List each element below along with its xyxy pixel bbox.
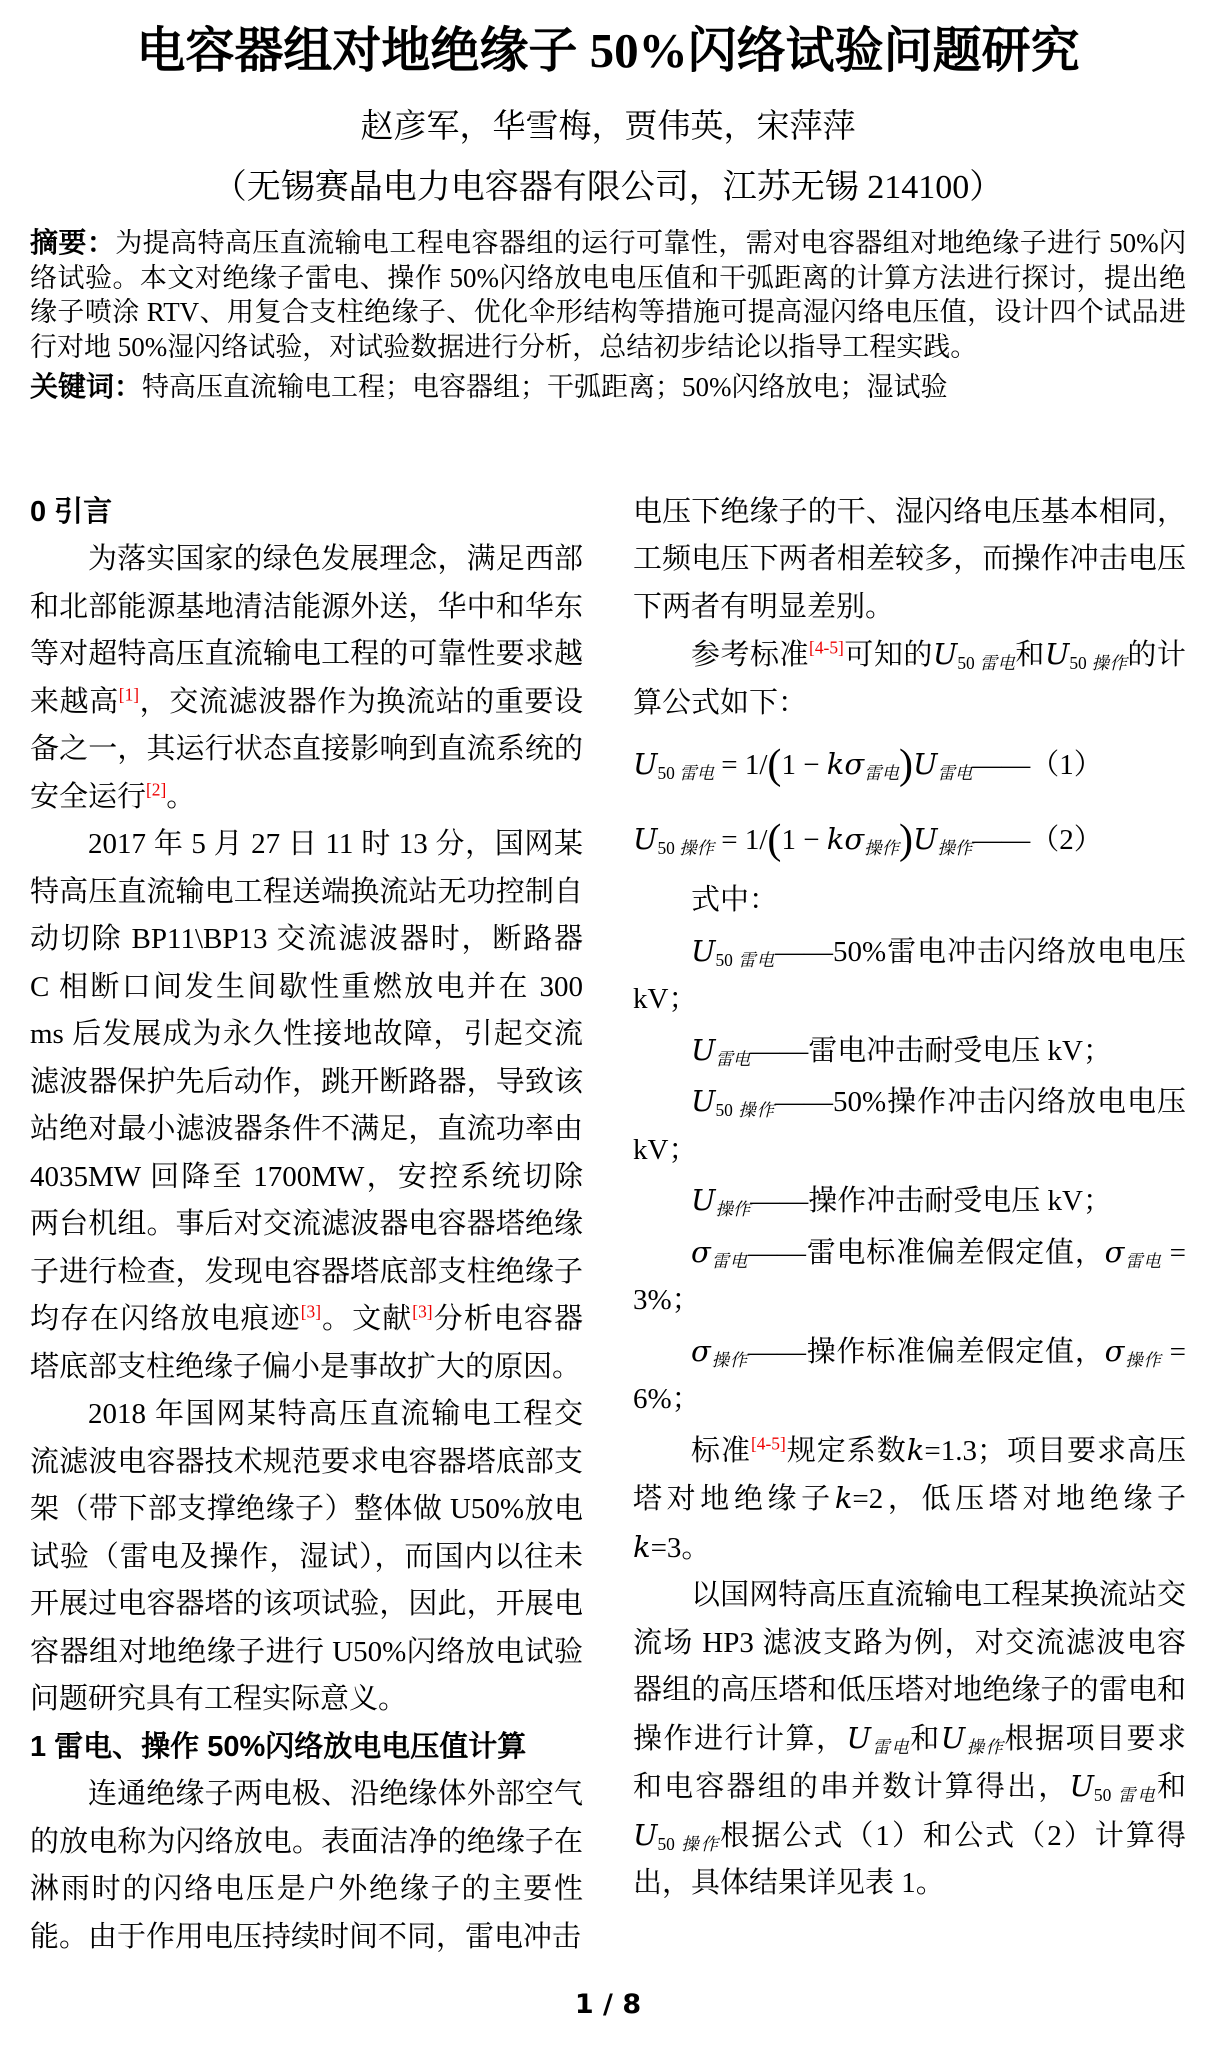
example-paragraph [633, 1572, 1186, 1908]
where-label: 式中： [691, 884, 779, 916]
math-sub-operate: 操作 [937, 837, 973, 858]
intro-paragraph-1 [30, 536, 583, 821]
math-sub-operate: 操作 [710, 1349, 748, 1370]
body-text: 根据项目要求和电容器组的串并数计算得出， [633, 1722, 1186, 1803]
citation-ref-3b: [3] [412, 1301, 433, 1322]
formula-number-2: （2） [1030, 824, 1103, 856]
math-sub-lightning: 雷电 [1117, 1784, 1157, 1805]
math-sub-50: 50 [657, 762, 680, 783]
formula-dashes: —— [972, 824, 1031, 856]
math-eq: = 1/ [714, 749, 768, 781]
page-title: 电容器组对地绝缘子 50%闪络试验问题研究 [136, 23, 1080, 78]
math-subscript [864, 838, 899, 858]
math-sub-operate: 操作 [738, 1099, 775, 1120]
math-var-U: U [940, 1720, 966, 1755]
math-sub-50: 50 [715, 949, 739, 970]
body-text: =1.3；项目要求高压塔对地绝缘子 [633, 1434, 1186, 1515]
math-var-k: k [826, 822, 845, 856]
body-text: 和 [1156, 1771, 1186, 1803]
math-sub-lightning: 雷电 [937, 762, 973, 783]
math-var-U: U [691, 933, 716, 968]
formula-2 [633, 802, 1186, 877]
body-text: 标准 [691, 1434, 752, 1467]
math-subscript [715, 1100, 775, 1120]
definition-value: = 6%； [633, 1335, 1186, 1415]
math-sub-lightning: 雷电 [864, 762, 899, 783]
math-subscript [957, 653, 1015, 673]
math-sub-lightning: 雷电 [738, 949, 775, 970]
math-var-sigma: σ [691, 1234, 711, 1269]
formula-number-1: （1） [1030, 749, 1103, 781]
math-var-U: U [691, 1183, 716, 1217]
authors-line: 赵彦军，华雪梅，贾伟英，宋萍萍 [360, 109, 856, 145]
body-text: =2，低压塔对地绝缘子 [852, 1483, 1186, 1515]
math-subscript [1094, 1785, 1157, 1805]
math-u50-operate [1045, 639, 1128, 671]
math-subscript [715, 1048, 750, 1068]
math-sub-50: 50 [657, 837, 680, 858]
math-sub-operate: 操作 [965, 1736, 1005, 1757]
math-var-U: U [691, 1032, 716, 1067]
abstract-paragraph [30, 226, 1186, 364]
math-text: 1 − [781, 824, 827, 856]
math-subscript [937, 838, 972, 858]
definition-text: ——操作标准偏差假定值， [747, 1335, 1105, 1368]
citation-ref-45b: [4-5] [751, 1432, 786, 1453]
keywords-paragraph [30, 370, 1186, 405]
math-var-U: U [1069, 1769, 1094, 1803]
math-subscript [715, 949, 775, 969]
body-text: 。 [166, 780, 196, 813]
section-heading-0: 0 引言 [30, 495, 113, 528]
affiliation-line: （无锡赛晶电力电容器有限公司，江苏无锡 214100） [212, 169, 1004, 206]
citation-ref-2: [2] [146, 778, 167, 799]
math-var-sigma: σ [844, 747, 865, 781]
math-var-U: U [633, 1817, 658, 1852]
body-text: 的计算公式如下： [633, 639, 1186, 719]
math-var-U: U [633, 747, 658, 781]
math-sub-operate: 操作 [1124, 1349, 1162, 1370]
definition-text: ——雷电标准偏差假定值， [747, 1236, 1105, 1269]
standard-paragraph [633, 1427, 1186, 1573]
abstract-text: 为提高特高压直流输电工程电容器组的运行可靠性，需对电容器组对地绝缘子进行 50%闪络试验。本文对绝缘子雷电、操作 50%闪络放电电压值和干弧距离的计算方法进行探讨，提出绝缘子喷涂 RTV、用复合支柱绝缘子、优化伞形结构等措施可提高湿闪络电压值，设计四个试品进行对地 50%湿闪络试验，对试验数据进行分析，总结初步结论以指导工程实践。 [30, 228, 1186, 362]
math-subscript [965, 1736, 1004, 1756]
math-var-k: k [906, 1432, 925, 1467]
math-var-sigma: σ [844, 822, 865, 856]
math-var-U: U [846, 1720, 871, 1755]
definition-text: ——操作冲击耐受电压 kV； [750, 1185, 1112, 1217]
math-sub-lightning: 雷电 [679, 762, 714, 783]
math-sub-operate: 操作 [679, 837, 714, 858]
math-subscript [937, 763, 972, 783]
math-sub-operate: 操作 [715, 1198, 751, 1219]
math-subscript [711, 1349, 748, 1369]
abstract-label: 摘要： [30, 227, 116, 258]
left-column [30, 489, 583, 1962]
math-sub-50: 50 [1093, 1784, 1118, 1805]
section-heading-1: 1 雷电、操作 50%闪络放电电压值计算 [30, 1730, 527, 1763]
definition-u50-operate [633, 1078, 1186, 1174]
math-var-sigma: σ [691, 1333, 711, 1368]
math-sub-lightning: 雷电 [870, 1736, 911, 1757]
math-sub-50: 50 [657, 1833, 682, 1854]
big-paren-left: ( [767, 817, 782, 864]
math-sub-50: 50 [957, 652, 980, 673]
definition-value: = 3%； [633, 1236, 1186, 1316]
math-sub-lightning: 雷电 [710, 1250, 748, 1271]
math-u50-lightning [933, 639, 1016, 671]
math-var-U: U [912, 822, 938, 856]
math-var-U: U [912, 747, 938, 781]
math-var-sigma: σ [1104, 1234, 1125, 1269]
right-column [633, 489, 1186, 1962]
math-eq: = 1/ [714, 824, 768, 856]
math-var-U: U [1044, 637, 1070, 671]
math-text: 1 − [781, 749, 827, 781]
body-text: =3。 [650, 1531, 711, 1564]
big-paren-right: ) [898, 742, 913, 789]
math-subscript [1124, 1349, 1161, 1369]
definition-u-lightning [633, 1027, 1186, 1076]
body-text: 规定系数 [785, 1434, 907, 1467]
definition-u-operate [633, 1177, 1186, 1226]
math-sub-operate: 操作 [864, 837, 899, 858]
math-subscript [657, 838, 714, 858]
definition-text: ——雷电冲击耐受电压 kV； [750, 1034, 1112, 1067]
math-sub-lightning: 雷电 [1124, 1250, 1162, 1271]
body-text: 2017 年 5 月 27 日 11 时 13 分，国网某特高压直流输电工程送端换流站无功控制自动切除 BP11\BP13 交流滤波器时，断路器 C 相断口间发生间歇性重燃放电并在 300 ms 后发展成为永久性接地故障，引起交流滤波器保护先后动作，跳开断路器，导致该站绝对最小滤波器条件不满足，直流功率由 4035MW 回降至 1700MW，安控系统切除两台机组。事后对交流滤波器电容器塔绝缘子进行检查，发现电容器塔底部支柱绝缘子均存在闪络放电痕迹 [30, 828, 583, 1335]
body-text: 和 [1015, 639, 1045, 671]
citation-ref-1: [1] [118, 683, 140, 704]
intro-paragraph-3: 2018 年国网某特高压直流输电工程交流滤波电容器技术规范要求电容器塔底部支架（带下部支撑绝缘子）整体做 U50%放电试验（雷电及操作，湿试），而国内以往未开展过电容器塔的该项试验，因此，开展电容器组对地绝缘子进行 U50%闪络放电试验问题研究具有工程实际意义。 [30, 1398, 583, 1715]
math-var-sigma: σ [1104, 1333, 1125, 1368]
body-text: 可知的 [843, 639, 933, 671]
definition-sigma-operate [633, 1328, 1186, 1424]
math-sub-operate: 操作 [1091, 652, 1128, 673]
math-subscript [871, 1736, 910, 1756]
math-sub-operate: 操作 [681, 1833, 721, 1854]
math-subscript [711, 1250, 748, 1270]
definition-text: ——50%雷电冲击闪络放电电压 kV； [633, 935, 1186, 1015]
math-subscript [657, 763, 714, 783]
body-text: 根据公式（1）和公式（2）计算得出，具体结果详见表 1。 [633, 1819, 1186, 1899]
keywords-text: 特高压直流输电工程；电容器组；干弧距离；50%闪络放电；湿试验 [142, 372, 948, 402]
definition-text: ——50%操作冲击闪络放电电压 kV； [633, 1086, 1186, 1166]
intro-paragraph-2 [30, 821, 583, 1391]
math-var-k: k [826, 747, 845, 781]
citation-ref-45: [4-5] [809, 637, 844, 658]
body-text: 以国网特高压直流输电工程某换流站交流场 HP3 滤波支路为例，对交流滤波电容器组的高压塔和低压塔对地绝缘子的雷电和操作进行计算， [633, 1579, 1186, 1755]
body-text: 参考标准 [691, 639, 810, 671]
formula-dashes: —— [972, 749, 1031, 781]
body-text: 。文献 [320, 1303, 413, 1335]
math-subscript [715, 1199, 750, 1219]
math-var-k: k [834, 1481, 853, 1515]
math-subscript [864, 763, 899, 783]
math-sub-lightning: 雷电 [715, 1048, 751, 1069]
math-sub-50: 50 [1069, 652, 1092, 673]
math-var-U: U [691, 1084, 716, 1118]
math-sub-lightning: 雷电 [979, 652, 1016, 673]
body-text: 分析电容器塔底部支柱绝缘子偏小是事故扩大的原因。 [30, 1303, 583, 1383]
body-text: ，交流滤波器作为换流站的重要设备之一，其运行状态直接影响到直流系统的安全运行 [30, 685, 583, 813]
math-sub-50: 50 [715, 1099, 739, 1120]
math-subscript [657, 1833, 720, 1853]
math-var-U: U [633, 822, 658, 856]
formula-intro-paragraph [633, 631, 1186, 727]
body-text: 和 [910, 1722, 941, 1755]
formula-1 [633, 727, 1186, 802]
math-subscript [1124, 1250, 1161, 1270]
citation-ref-3: [3] [300, 1301, 321, 1322]
section1-paragraph-2: 电压下绝缘子的干、湿闪络电压基本相同，工频电压下两者相差较多，而操作冲击电压下两者有明显差别。 [633, 495, 1186, 623]
body-text: 为落实国家的绿色发展理念，满足西部和北部能源基地清洁能源外送，华中和华东等对超特高压直流输电工程的可靠性要求越来越高 [30, 543, 583, 718]
page-number: 1 / 8 [574, 1989, 642, 2020]
math-subscript [1069, 653, 1127, 673]
big-paren-left: ( [767, 742, 782, 789]
definition-sigma-lightning [633, 1229, 1186, 1325]
two-column-body [30, 489, 1186, 1962]
definition-u50-lightning [633, 928, 1186, 1024]
math-var-k: k [633, 1529, 651, 1564]
section1-paragraph-1: 连通绝缘子两电极、沿绝缘体外部空气的放电称为闪络放电。表面洁净的绝缘子在淋雨时的闪络电压是户外绝缘子的主要性能。由于作用电压持续时间不同，雷电冲击 [30, 1778, 583, 1953]
keywords-label: 关键词： [30, 371, 143, 402]
big-paren-right: ) [898, 817, 913, 864]
math-var-U: U [932, 637, 958, 671]
